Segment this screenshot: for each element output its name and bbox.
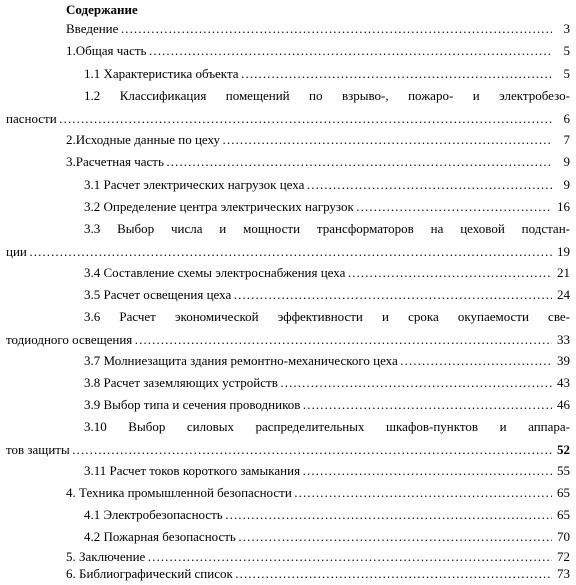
toc-page-number: 39	[557, 353, 570, 368]
toc-page-number: 73	[557, 566, 570, 581]
leader-dots	[134, 328, 552, 351]
toc-entry-text: 3.7 Молниезащита здания ремонтно-механического цеха	[84, 353, 398, 368]
toc-page-number: 70	[557, 529, 570, 544]
toc-page-number: 9	[563, 177, 570, 192]
leader-dots	[280, 371, 552, 394]
toc-entry-section-3-6	[6, 305, 570, 351]
toc-entry-text: 4. Техника промышленной безопасности	[66, 485, 292, 500]
toc-entry-text: 4.2 Пожарная безопасность	[84, 529, 236, 544]
toc-page-number: 33	[557, 332, 570, 347]
leader-dots	[59, 107, 552, 130]
toc-page-number: 52	[557, 442, 570, 457]
leader-dots	[233, 283, 552, 306]
toc-entry-section-4	[66, 481, 570, 504]
toc-entry-text: 1.1 Характеристика объекта	[84, 66, 239, 81]
toc-page-number: 21	[557, 265, 570, 280]
toc-entry-text-line2: тов защиты	[6, 442, 70, 457]
toc-entry-text: 3.Расчетная часть	[66, 154, 164, 169]
leader-dots	[166, 150, 552, 173]
toc-entry-text-line1: 3.6 Расчет экономической эффективности и срока окупаемости све-	[84, 309, 570, 324]
toc-page-number: 9	[563, 154, 570, 169]
toc-entry-section-3-3	[6, 217, 570, 263]
toc-page-number: 6	[563, 111, 570, 126]
toc-entry-text: 3.5 Расчет освещения цеха	[84, 287, 232, 302]
toc-entry-text-line1: 1.2 Классификация помещений по взрыво-, пожаро- и электробезо-	[84, 88, 570, 103]
toc-entry-section-1-2	[6, 84, 570, 130]
leader-dots	[241, 62, 552, 85]
toc-entry-text-line2: пасности	[6, 111, 57, 126]
leader-dots	[148, 39, 552, 62]
toc-entry-text: 3.8 Расчет заземляющих устройств	[84, 375, 278, 390]
leader-dots	[306, 173, 552, 196]
toc-page-number: 16	[557, 199, 570, 214]
toc-entry-line2	[6, 107, 570, 130]
toc-page-number: 7	[563, 132, 570, 147]
leader-dots	[294, 481, 552, 504]
toc-page-number: 46	[557, 397, 570, 412]
toc-page-number: 72	[557, 549, 570, 564]
toc-entry-section-3-8	[66, 371, 570, 394]
leader-dots	[302, 393, 552, 416]
leader-dots	[225, 503, 552, 526]
toc-entry-line2	[6, 240, 570, 263]
toc-entry-text: 5. Заключение	[66, 549, 146, 564]
toc-entry-introduction	[66, 17, 570, 40]
toc-entry-section-3-4	[66, 261, 570, 284]
toc-entry-section-1-1	[66, 62, 570, 85]
toc-entry-text: 3.1 Расчет электрических нагрузок цеха	[84, 177, 305, 192]
leader-dots	[235, 562, 552, 585]
toc-entry-text: 3.4 Составление схемы электроснабжения цеха	[84, 265, 346, 280]
toc-page-number: 24	[557, 287, 570, 302]
leader-dots	[356, 195, 552, 218]
toc-entry-section-3-2	[66, 195, 570, 218]
toc-entry-section-3-5	[66, 283, 570, 306]
toc-entry-section-6	[66, 562, 570, 585]
leader-dots	[72, 438, 552, 461]
toc-page-number: 5	[563, 66, 570, 81]
toc-entry-section-3-9	[66, 393, 570, 416]
leader-dots	[29, 240, 552, 263]
toc-entry-text: 3.2 Определение центра электрических нагрузок	[84, 199, 354, 214]
toc-entry-text: 2.Исходные данные по цеху	[66, 132, 221, 147]
toc-entry-text-line2: ции	[6, 244, 27, 259]
toc-page-number: 5	[563, 43, 570, 58]
toc-page-number: 43	[557, 375, 570, 390]
leader-dots	[222, 128, 552, 151]
toc-entry-text: 6. Библиографический список	[66, 566, 233, 581]
leader-dots	[347, 261, 552, 284]
toc-entry-section-3-10	[6, 415, 570, 461]
toc-entry-text-line2: тодиодного освещения	[6, 332, 133, 347]
toc-entry-line2	[6, 328, 570, 351]
toc-entry-text: 3.11 Расчет токов короткого замыкания	[84, 463, 301, 478]
toc-entry-line2	[6, 438, 570, 461]
toc-entry-text: 4.1 Электробезопасность	[84, 507, 223, 522]
toc-entry-section-3-1	[66, 173, 570, 196]
toc-entry-section-4-1	[66, 503, 570, 526]
toc-title: Содержание	[66, 2, 138, 17]
leader-dots	[302, 459, 552, 482]
toc-entry-section-3	[66, 150, 570, 173]
leader-dots	[400, 349, 552, 372]
toc-entry-section-3-7	[66, 349, 570, 372]
toc-page-number: 3	[563, 21, 570, 36]
toc-entry-text-line1: 3.3 Выбор числа и мощности трансформаторов на цеховой подстан-	[84, 221, 570, 236]
toc-entry-text: Введение	[66, 21, 119, 36]
leader-dots	[120, 17, 552, 40]
toc-page-number: 55	[557, 463, 570, 478]
toc-page-number: 19	[557, 244, 570, 259]
toc-page-number: 65	[557, 485, 570, 500]
toc-page-number: 65	[557, 507, 570, 522]
toc-entry-text: 1.Общая часть	[66, 43, 147, 58]
toc-entry-text-line1: 3.10 Выбор силовых распределительных шкафов-пунктов и аппара-	[84, 419, 570, 434]
toc-entry-text: 3.9 Выбор типа и сечения проводников	[84, 397, 301, 412]
toc-entry-section-3-11	[66, 459, 570, 482]
toc-entry-section-2	[66, 128, 570, 151]
toc-entry-section-1	[66, 39, 570, 62]
